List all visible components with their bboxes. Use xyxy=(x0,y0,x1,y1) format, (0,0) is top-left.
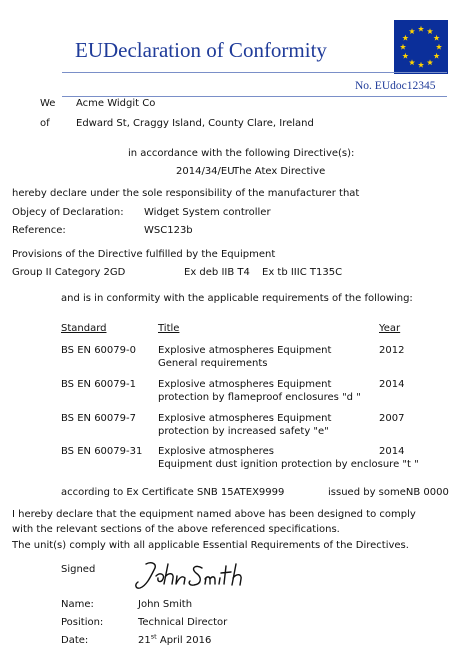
name-value: John Smith xyxy=(138,599,193,610)
closing-line-2: with the relevant sections of the above referenced specifications. xyxy=(12,524,340,535)
reference-label: Reference: xyxy=(12,225,66,236)
row-title-line1: Explosive atmospheres Equipment xyxy=(158,379,332,390)
row-title-line2: protection by increased safety "e" xyxy=(158,426,329,437)
manufacturer-address: Edward St, Craggy Island, County Clare, Ireland xyxy=(76,118,314,129)
row-year: 2014 xyxy=(379,379,405,390)
row-title-line1: Explosive atmospheres xyxy=(158,446,274,457)
declaration-statement: hereby declare under the sole responsibility of the manufacturer that xyxy=(12,188,360,199)
document-number: No. EUdoc12345 xyxy=(355,80,436,92)
ex-marking-dust: Ex tb IIIC T135C xyxy=(262,267,343,278)
row-standard: BS EN 60079-31 xyxy=(61,446,143,457)
name-label: Name: xyxy=(61,599,94,610)
eu-flag-icon xyxy=(394,20,448,74)
row-title-line2: Equipment dust ignition protection by enclosure "t " xyxy=(158,459,419,470)
date-rest: April 2016 xyxy=(156,635,212,646)
header-rule-top xyxy=(62,72,447,73)
header-rule-bottom xyxy=(62,96,447,97)
we-label: We xyxy=(40,98,56,109)
certificate-issuer: issued by someNB 0000 xyxy=(328,487,449,498)
ex-marking-gas: Ex deb IIB T4 xyxy=(184,267,250,278)
directive-intro: in accordance with the following Directive(s): xyxy=(128,148,355,159)
row-standard: BS EN 60079-7 xyxy=(61,413,136,424)
date-day: 21 xyxy=(138,635,151,646)
of-label: of xyxy=(40,118,50,129)
row-standard: BS EN 60079-1 xyxy=(61,379,136,390)
certificate-number: SNB 15ATEX9999 xyxy=(197,487,285,498)
position-value: Technical Director xyxy=(138,617,228,628)
date-label: Date: xyxy=(61,635,89,646)
row-year: 2012 xyxy=(379,345,405,356)
position-label: Position: xyxy=(61,617,104,628)
row-title-line2: protection by flameproof enclosures "d " xyxy=(158,392,361,403)
standard-column-header: Standard xyxy=(61,323,107,334)
closing-line-3: The unit(s) comply with all applicable Essential Requirements of the Directives. xyxy=(12,540,409,551)
certificate-label: according to Ex Certificate xyxy=(61,487,194,498)
year-column-header: Year xyxy=(379,323,401,334)
date-suffix: st xyxy=(150,632,157,641)
signed-label: Signed xyxy=(61,564,96,575)
row-title-line2: General requirements xyxy=(158,358,268,369)
directive-name: The Atex Directive xyxy=(233,166,326,177)
row-title-line1: Explosive atmospheres Equipment xyxy=(158,413,332,424)
conformity-intro: and is in conformity with the applicable requirements of the following: xyxy=(61,293,413,304)
provisions-heading: Provisions of the Directive fulfilled by the Equipment xyxy=(12,249,276,260)
row-year: 2007 xyxy=(379,413,405,424)
object-label: Objecy of Declaration: xyxy=(12,207,124,218)
directive-code: 2014/34/EU xyxy=(176,166,235,177)
date-value xyxy=(138,632,212,647)
equipment-group: Group II Category 2GD xyxy=(12,267,126,278)
row-year: 2014 xyxy=(379,446,405,457)
handwritten-signature xyxy=(132,558,264,592)
reference-value: WSC123b xyxy=(144,225,193,236)
title-column-header: Title xyxy=(158,323,180,334)
object-value: Widget System controller xyxy=(144,207,271,218)
manufacturer-name: Acme Widgit Co xyxy=(76,98,156,109)
row-title-line1: Explosive atmospheres Equipment xyxy=(158,345,332,356)
row-standard: BS EN 60079-0 xyxy=(61,345,136,356)
closing-line-1: I hereby declare that the equipment named above has been designed to comply xyxy=(12,509,416,520)
document-title: EUDeclaration of Conformity xyxy=(75,38,327,62)
